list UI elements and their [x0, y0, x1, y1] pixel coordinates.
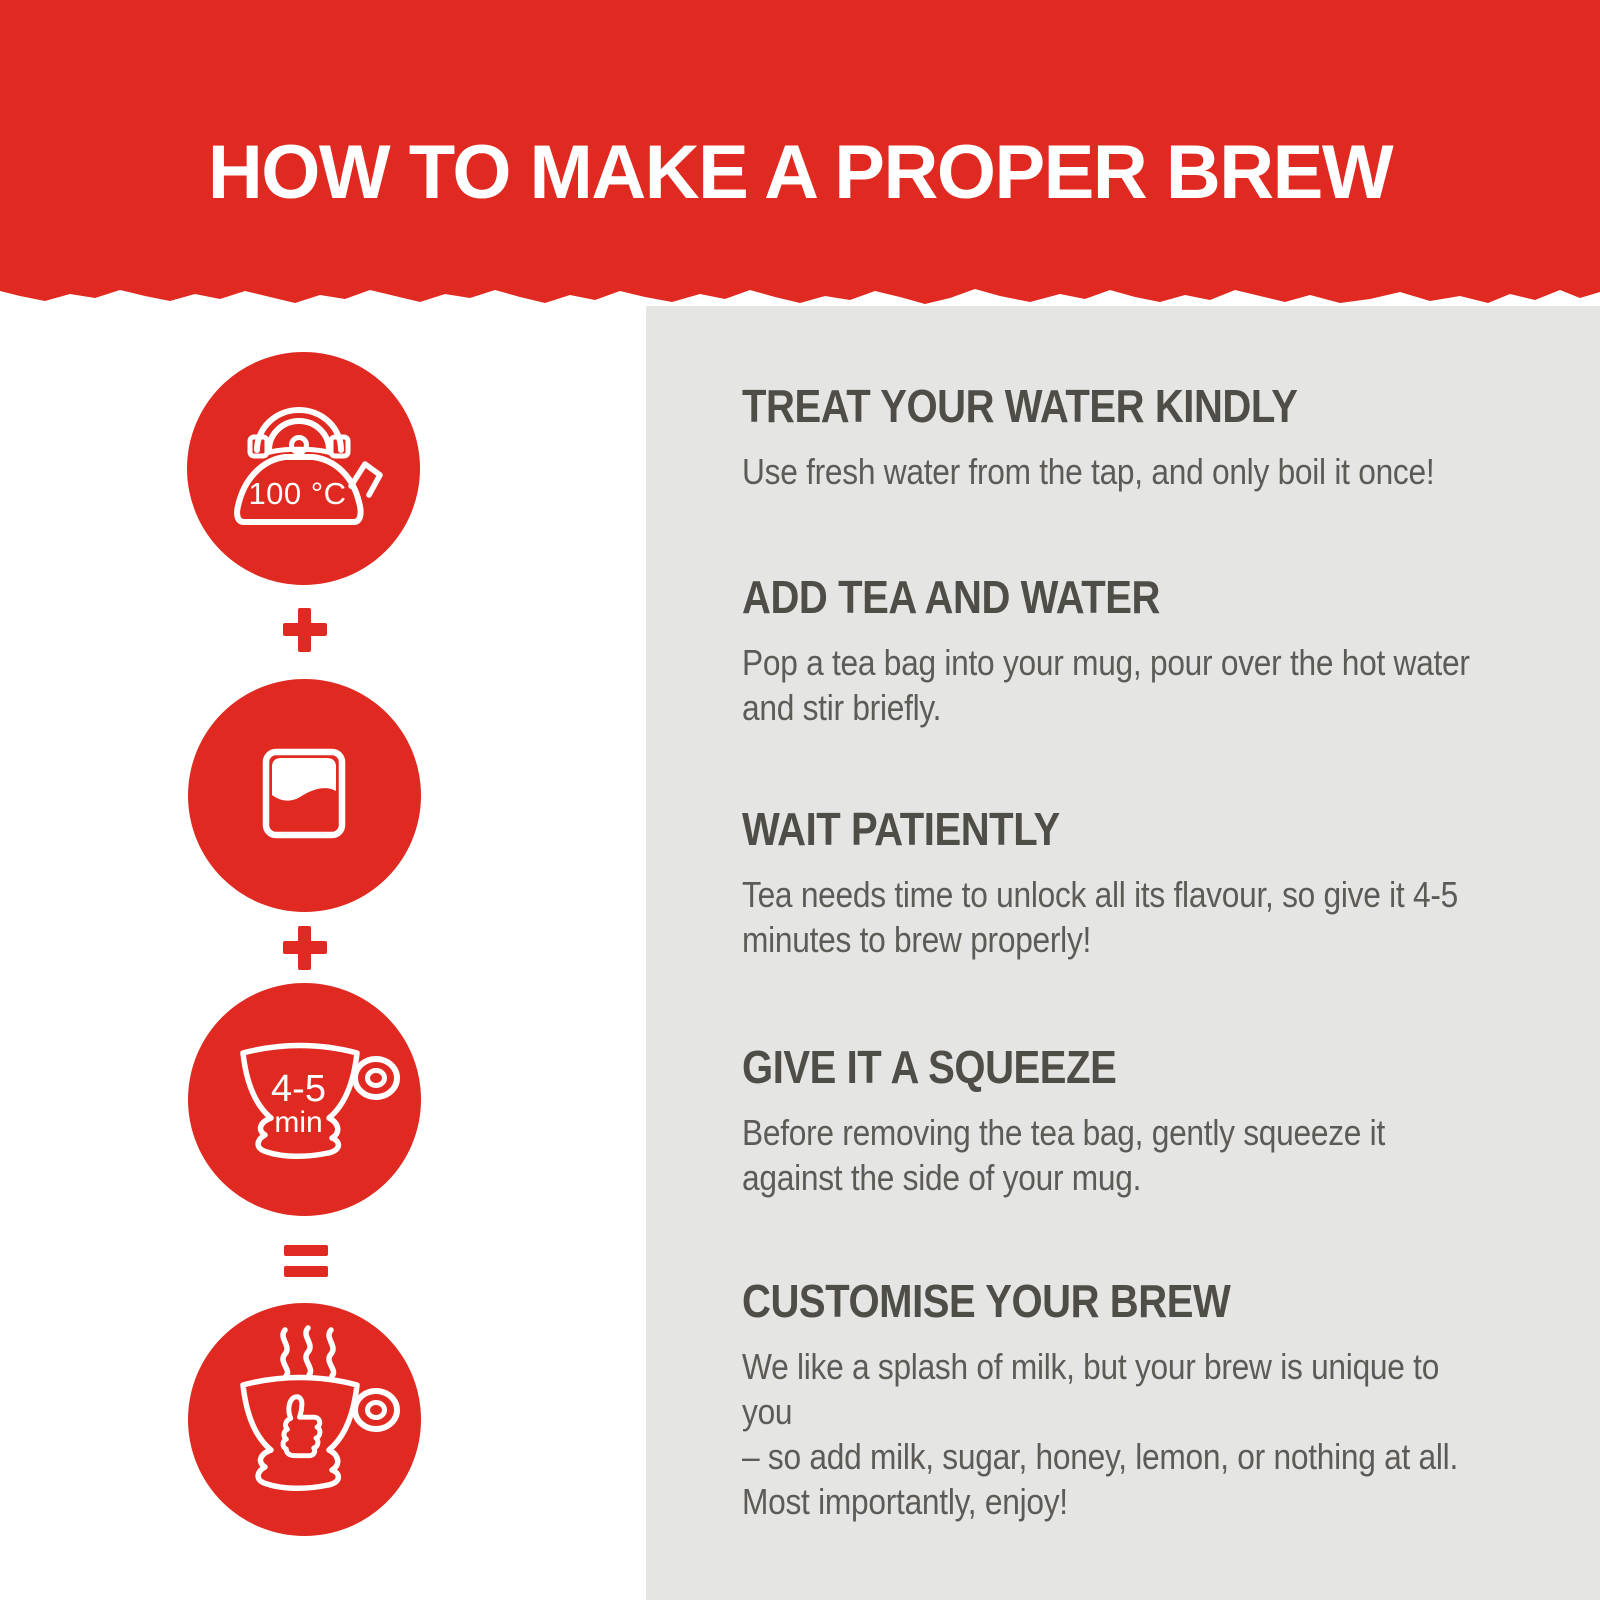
page-title: HOW TO MAKE A PROPER BREW: [207, 130, 1393, 215]
plus-operator: [283, 608, 327, 652]
section-wait-patiently: [742, 803, 1572, 962]
section-body: Pop a tea bag into your mug, pour over the hot water and stir briefly.: [742, 642, 1470, 728]
section-heading: GIVE IT A SQUEEZE: [742, 1041, 1117, 1093]
equals-operator: [284, 1245, 328, 1277]
step-circle-timer-cup: [188, 983, 421, 1216]
section-heading: ADD TEA AND WATER: [742, 571, 1160, 623]
tea-bag-icon: [188, 679, 421, 912]
steam-icon: [283, 1328, 334, 1376]
brew-time-minutes: 4-5: [271, 1068, 326, 1110]
section-give-it-a-squeeze: [742, 1041, 1572, 1200]
step-circle-tea-bag: [188, 679, 421, 912]
brew-time-unit: min: [274, 1106, 323, 1139]
section-heading: TREAT YOUR WATER KINDLY: [742, 380, 1298, 432]
kettle-temperature-label: 100 °C: [248, 476, 347, 511]
plus-bar-vertical: [298, 608, 311, 652]
section-add-tea-and-water: [742, 571, 1572, 730]
section-treat-your-water: [742, 380, 1572, 494]
brew-time-label: [182, 1068, 415, 1139]
section-body: We like a splash of milk, but your brew is unique to you – so add milk, sugar, honey, lemon, or nothing at all. Most importantly, enjoy!: [742, 1346, 1458, 1522]
section-body: Use fresh water from the tap, and only boil it once!: [742, 451, 1435, 492]
equals-bar-top: [284, 1245, 328, 1256]
enjoy-cup-icon: [188, 1303, 421, 1536]
section-body: Before removing the tea bag, gently squeeze it against the side of your mug.: [742, 1112, 1385, 1198]
section-body: Tea needs time to unlock all its flavour, so give it 4-5 minutes to brew properly!: [742, 874, 1459, 960]
thumbs-up-icon: [283, 1397, 320, 1456]
section-customise-your-brew: [742, 1275, 1572, 1524]
section-heading: CUSTOMISE YOUR BREW: [742, 1275, 1231, 1327]
plus-bar-vertical: [298, 926, 311, 970]
step-circle-kettle: [187, 352, 420, 585]
kettle-icon: [187, 352, 420, 585]
plus-operator: [283, 926, 327, 970]
step-circle-enjoy-cup: [188, 1303, 421, 1536]
section-heading: WAIT PATIENTLY: [742, 803, 1060, 855]
equals-bar-bottom: [284, 1266, 328, 1277]
